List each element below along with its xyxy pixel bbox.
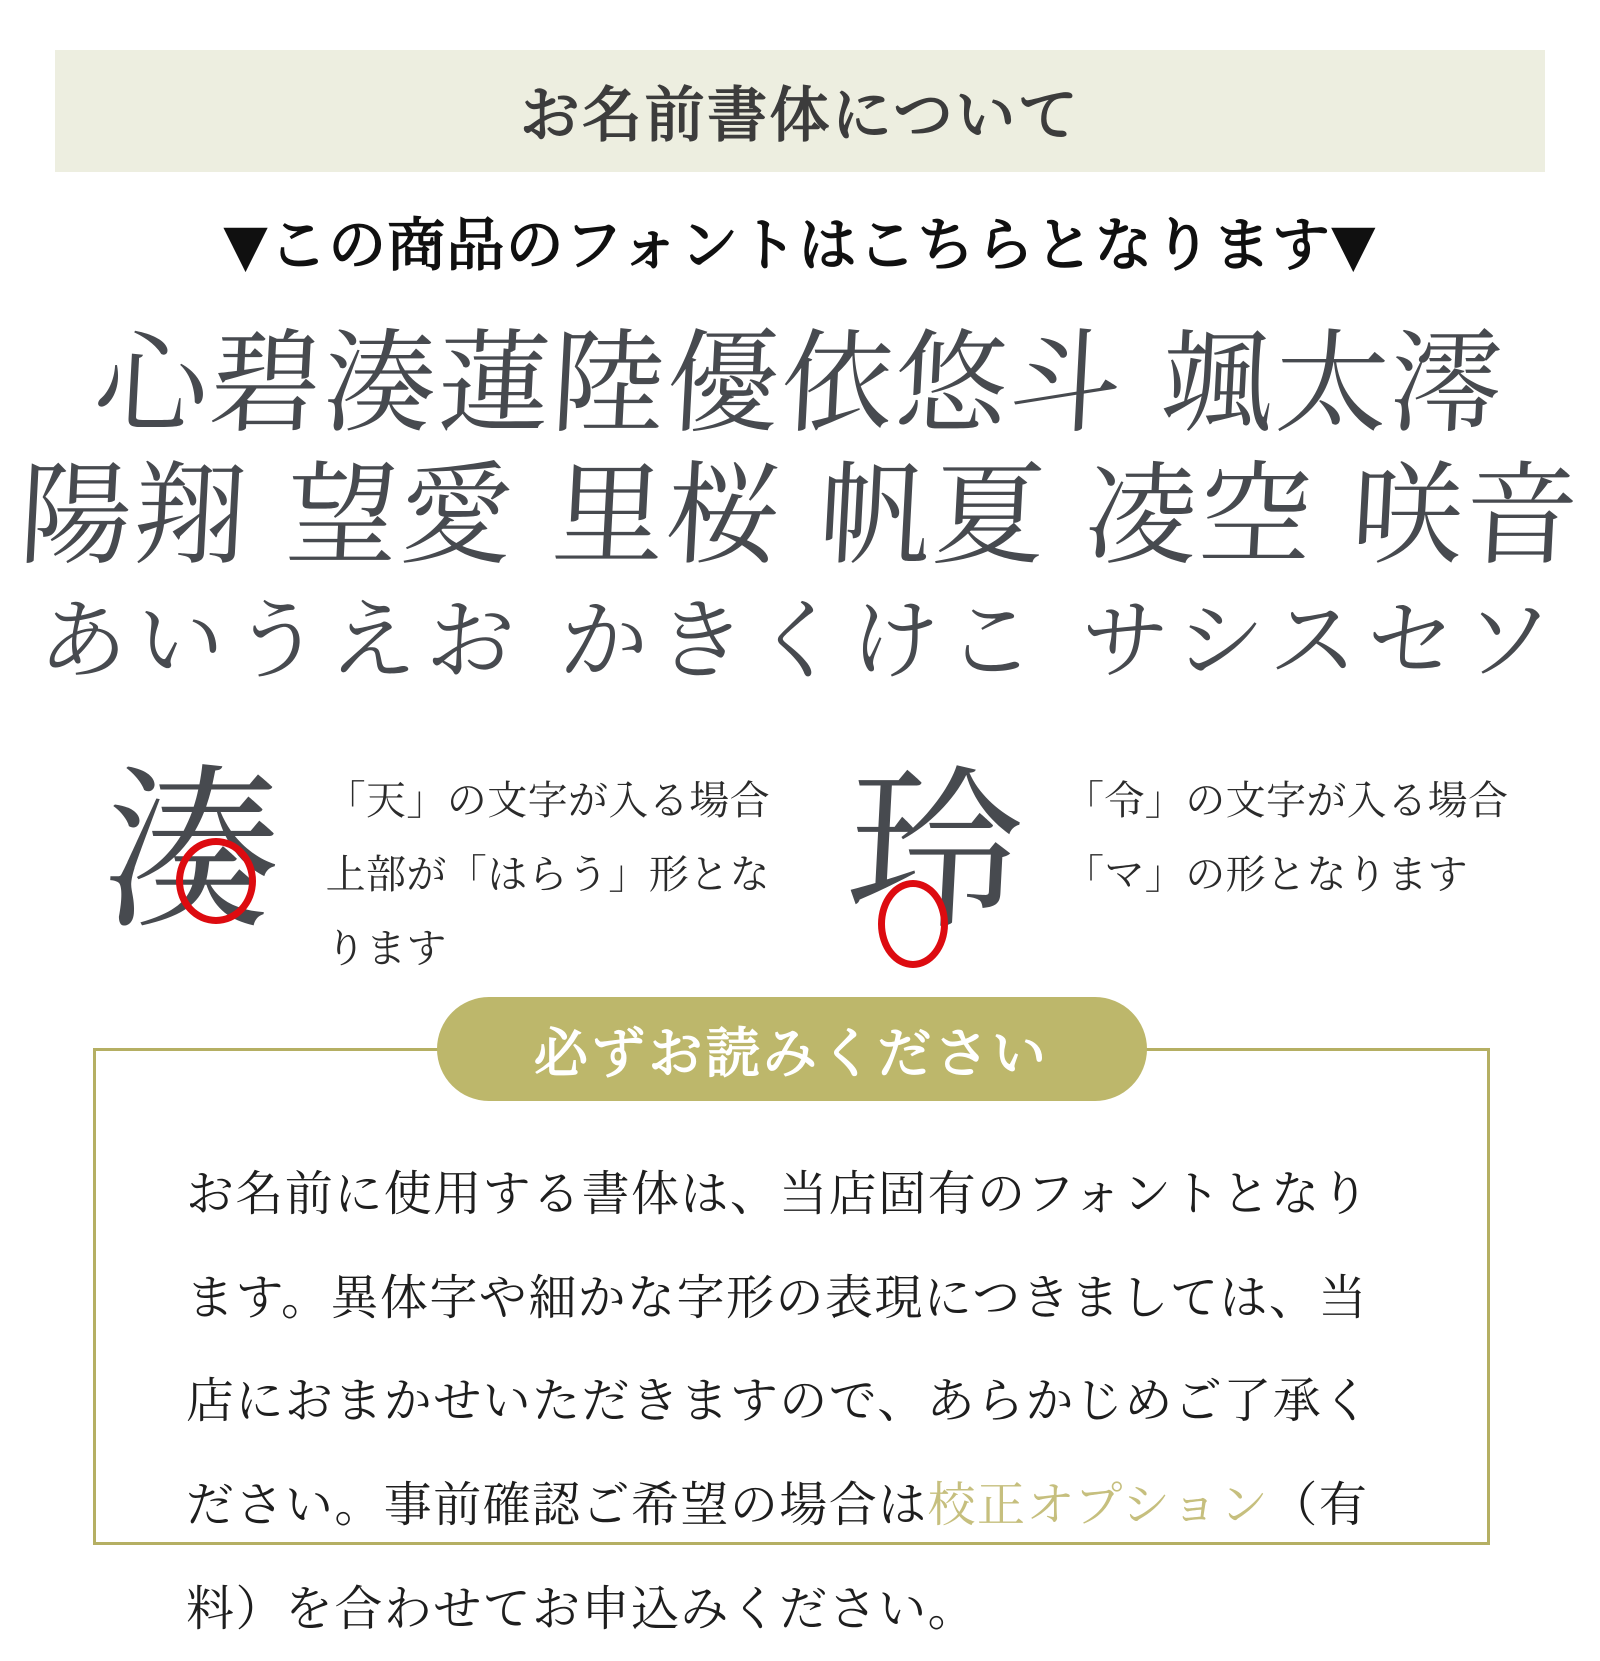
note-line: ります bbox=[325, 926, 447, 972]
glyph-examples bbox=[0, 749, 1600, 986]
note-line: 「マ」の形となります bbox=[1064, 852, 1468, 898]
brush-kanji-minato: 湊 bbox=[98, 749, 285, 954]
example-rei bbox=[840, 749, 1509, 986]
note-line: 「天」の文字が入る場合 bbox=[325, 778, 770, 824]
example-minato bbox=[92, 749, 770, 986]
font-sample-row-kanji-1: 心碧湊蓮陸優依悠斗 颯太澪 bbox=[92, 319, 1508, 449]
font-sample-block bbox=[0, 320, 1600, 696]
font-sample-row-kana: あいうえお かきくけこ サシスセソ bbox=[36, 589, 1564, 692]
notice-text-before-link: お名前に使用する書体は、当店固有のフォントとなります。異体字や細かな字形の表現につきましては、当店におまかせいただきますので、あらかじめご了承ください。事前確認ご希望の場合は bbox=[186, 1166, 1372, 1534]
brush-kanji-rei: 玲 bbox=[841, 749, 1029, 954]
example-rei-note bbox=[1064, 752, 1508, 912]
page-title: お名前書体について bbox=[519, 81, 1081, 151]
example-rei-glyph bbox=[840, 749, 1030, 967]
note-line: 上部が「はらう」形とな bbox=[325, 852, 770, 898]
proofing-option-link[interactable]: 校正オプション bbox=[927, 1477, 1270, 1534]
must-read-badge: 必ずお読みください bbox=[437, 997, 1147, 1101]
font-sample-row-kanji-2: 陽翔 望愛 里桜 帆夏 凌空 咲音 bbox=[16, 451, 1584, 581]
example-minato-glyph bbox=[92, 749, 292, 967]
notice-body-text bbox=[186, 1143, 1417, 1661]
example-minato-note bbox=[326, 752, 770, 986]
red-circle-highlight-icon bbox=[878, 880, 948, 968]
notice-box bbox=[93, 1021, 1490, 1637]
red-circle-highlight-icon bbox=[176, 838, 256, 924]
note-line: 「令」の文字が入る場合 bbox=[1064, 778, 1509, 824]
font-intro-heading: ▼この商品のフォントはこちらとなります▼ bbox=[223, 211, 1377, 279]
section-header-banner bbox=[55, 50, 1545, 172]
notice-text-after-link: （有料）を合わせてお申込みください。 bbox=[186, 1477, 1369, 1637]
